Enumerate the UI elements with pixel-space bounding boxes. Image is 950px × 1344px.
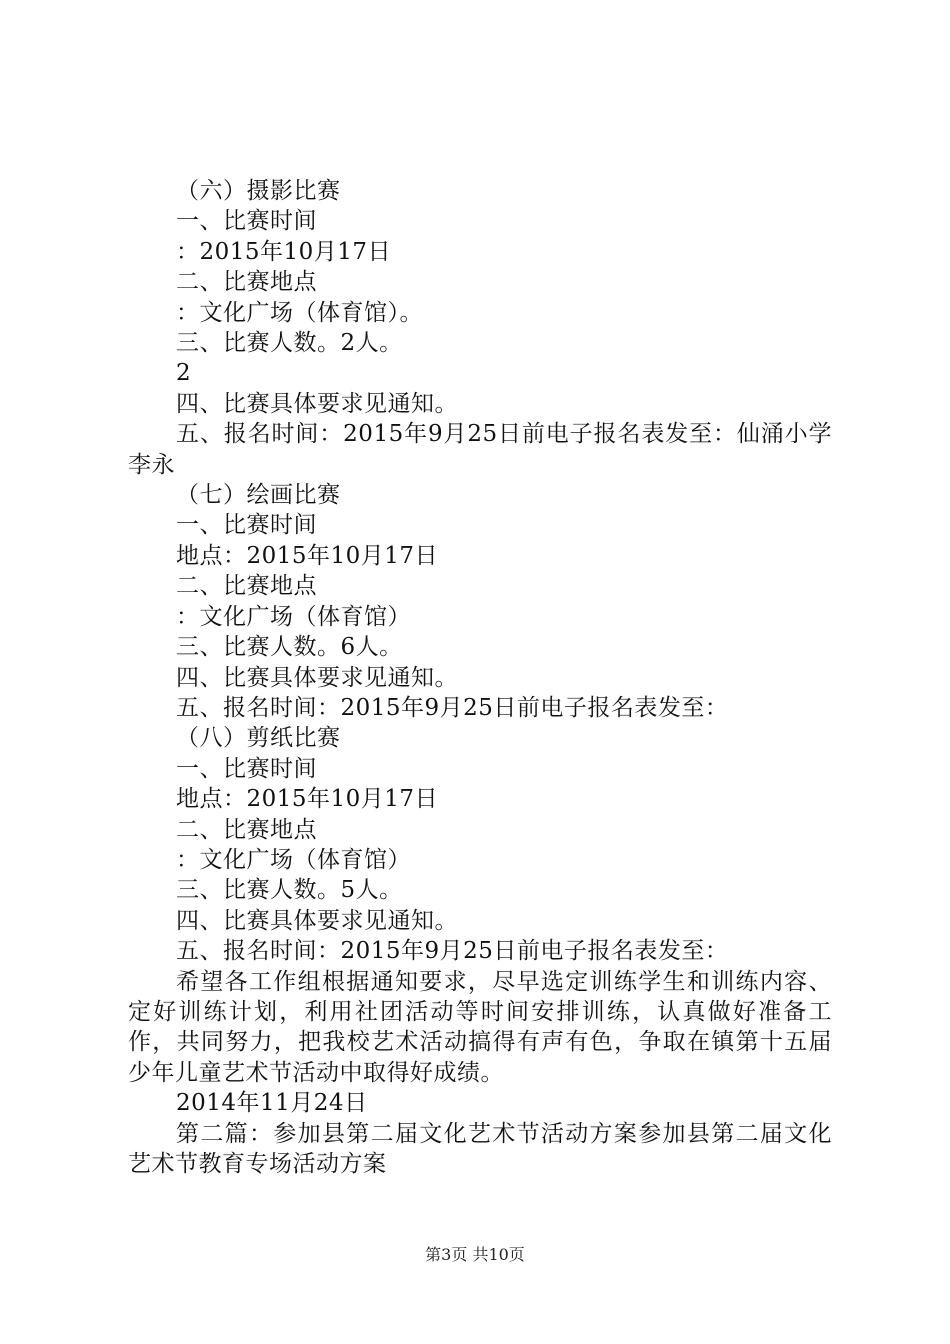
text-line: ：文化广场（体育馆） <box>176 846 411 873</box>
section-heading-photography: （六）摄影比赛 <box>176 178 341 204</box>
document-body <box>128 176 832 1179</box>
text-line: 五、报名时间：2015年9月25日前电子报名表发至： <box>176 938 729 965</box>
text-line: 地点：2015年10月17日 <box>176 542 439 569</box>
text-line: 2 <box>176 360 192 387</box>
text-line: 三、比赛人数。6人。 <box>176 634 403 661</box>
text-line: ：2015年10月17日 <box>176 238 392 265</box>
text-line: 二、比赛地点 <box>176 269 317 296</box>
text-line: 一、比赛时间 <box>176 512 317 539</box>
document-date: 2014年11月24日 <box>176 1090 368 1117</box>
next-chapter-title: 第二篇：参加县第二届文化艺术节活动方案参加县第二届文化艺术节教育专场活动方案 <box>128 1120 832 1177</box>
section-heading-papercut: （八）剪纸比赛 <box>176 725 341 752</box>
text-line: ：文化广场（体育馆）。 <box>176 299 423 326</box>
text-paragraph: 五、报名时间：2015年9月25日前电子报名表发至：仙涌小学李永 <box>128 421 832 478</box>
closing-paragraph: 希望各工作组根据通知要求，尽早选定训练学生和训练内容、定好训练计划，利用社团活动等时间安排训练，认真做好准备工作，共同努力，把我校艺术活动搞得有声有色，争取在镇第十五届少年儿童艺术节活动中取得好成绩。 <box>128 968 832 1086</box>
text-line: 二、比赛地点 <box>176 573 317 600</box>
text-line: 四、比赛具体要求见通知。 <box>176 907 458 934</box>
text-line: 三、比赛人数。2人。 <box>176 330 403 357</box>
text-line: 三、比赛人数。5人。 <box>176 877 403 904</box>
text-line: 一、比赛时间 <box>176 208 317 235</box>
text-line: 四、比赛具体要求见通知。 <box>176 390 458 417</box>
text-line: 一、比赛时间 <box>176 755 317 782</box>
section-heading-painting: （七）绘画比赛 <box>176 482 341 509</box>
text-line: 四、比赛具体要求见通知。 <box>176 664 458 691</box>
page-footer: 第3页 共10页 <box>425 1245 525 1264</box>
text-line: 地点：2015年10月17日 <box>176 786 439 813</box>
text-line: 五、报名时间：2015年9月25日前电子报名表发至： <box>176 694 729 721</box>
text-line: 二、比赛地点 <box>176 816 317 843</box>
text-line: ：文化广场（体育馆） <box>176 603 411 630</box>
